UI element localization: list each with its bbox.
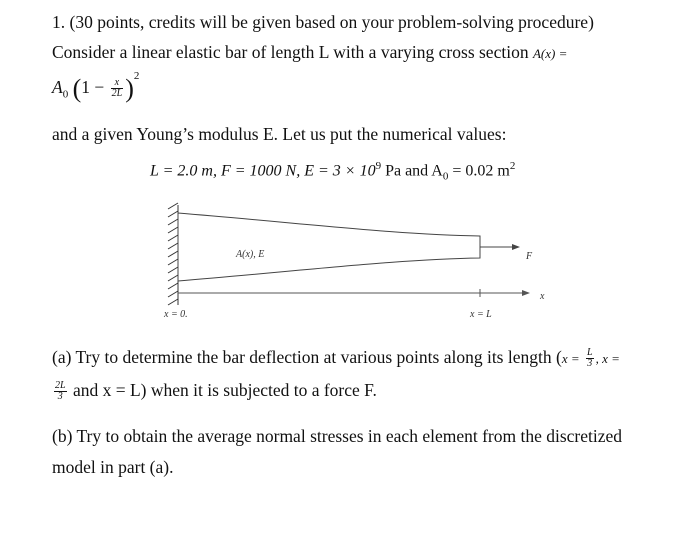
section-label: A(x), E	[236, 249, 265, 260]
values-m2: 2	[509, 160, 516, 172]
area-a0: A	[52, 77, 63, 97]
area-a0-sub: 0	[62, 88, 69, 101]
area-lhs: A(x) =	[532, 46, 568, 61]
area-one-minus: 1 −	[81, 77, 105, 97]
axis-label: x	[540, 291, 545, 302]
bar-figure	[150, 195, 560, 325]
tapered-bar	[178, 213, 480, 281]
force-label: F	[526, 251, 533, 262]
problem-header: 1. (30 points, credits will be given based on your problem-solving procedure)	[52, 12, 594, 32]
values-main: L = 2.0 m, F = 1000 N, E = 3 × 10	[150, 162, 376, 180]
values-mid: Pa and A	[381, 162, 443, 180]
part-a-line1	[52, 347, 620, 369]
part-b-line2: model in part (a).	[52, 457, 174, 477]
part-a-tail: and x = L) when it is subjected to a force F.	[72, 380, 377, 400]
values-exp: 9	[375, 160, 382, 172]
area-exp: 2	[133, 70, 140, 82]
part-a-line2	[52, 380, 377, 402]
values-sub: 0	[442, 170, 449, 183]
part-a-mid: , x =	[595, 351, 620, 366]
x-axis-arrowhead	[522, 290, 530, 296]
part-a-x-eq: x =	[561, 351, 580, 366]
part-a-start: (a) Try to determine the bar deflection at various points along its length (	[52, 347, 562, 367]
modulus-line: and a given Young’s modulus E. Let us put the numerical values:	[52, 124, 507, 144]
part-b-line1: (b) Try to obtain the average normal stresses in each element from the discretized	[52, 426, 623, 446]
intro-text: Consider a linear elastic bar of length L with a varying cross section	[52, 42, 529, 62]
end-label: x = L	[470, 309, 492, 320]
intro-line	[52, 42, 567, 63]
wall-support	[168, 203, 178, 305]
origin-label: x = 0.	[164, 309, 188, 320]
area-formula: $A_0$ (1 − $\frac{x}{2L}$ )$^2$	[52, 70, 140, 103]
force-arrowhead	[512, 244, 520, 250]
values-tail: = 0.02 m	[448, 162, 510, 180]
area-fraction: $\frac{x}{2L}$	[111, 77, 123, 100]
numeric-values	[150, 160, 515, 183]
fraction-2l-over-3: $\frac{2L}{3}$	[55, 380, 66, 403]
fraction-l-over-3: $\frac{L}{3}$	[587, 347, 593, 370]
